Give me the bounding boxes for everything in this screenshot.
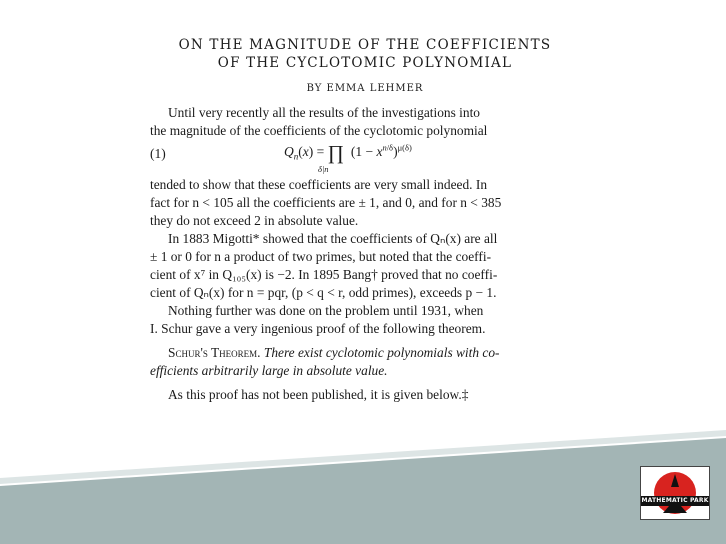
theorem-line2 [150,362,580,380]
band-fill [0,438,726,544]
paper-title-line1: ON THE MAGNITUDE OF THE COEFFICIENTS [178,37,552,53]
paragraph-3-line4: cient of Qₙ(x) for n = pqr, (p < q < r, odd primes), exceeds p − 1. [150,285,497,300]
theorem-label: Schur's Theorem. [168,345,261,360]
theorem-text-1: There exist cyclotomic polynomials with co- [263,345,500,360]
paper-author: BY EMMA LEHMER [306,83,424,94]
logo-text: MATHEMATIC PARK [641,497,709,504]
equation-product-index: δ|n [318,164,329,174]
equation-1 [150,142,580,176]
logo-emblem-icon [641,467,709,519]
theorem-line1 [150,344,580,362]
paragraph-4-line1: Nothing further was done on the problem until 1931, when [168,303,484,318]
equation-formula: $Q_n(x)$ = ∏ $(1 - x^{n/\delta})^{\mu(\delta)}$ [284,142,412,164]
closing-line: As this proof has not been published, it is given below.‡ [168,387,469,402]
paragraph-4-line2: I. Schur gave a very ingenious proof of the following theorem. [150,321,486,336]
paragraph-3-line3: cient of x⁷ in Q₁₀₅(x) is −2. In 1895 Bang† proved that no coeffi- [150,267,498,282]
paragraph-3-line1: In 1883 Migotti* showed that the coefficients of Qₙ(x) are all [168,231,498,246]
mathematic-park-logo [640,466,710,520]
paper-excerpt [150,36,580,404]
paragraph-2-line1: tended to show that these coefficients are very small indeed. In [150,177,488,192]
paragraph-2-line2: fact for n < 105 all the coefficients are ± 1, and 0, and for n < 385 [150,195,502,210]
paper-title-line2: OF THE CYCLOTOMIC POLYNOMIAL [217,55,513,71]
equation-number: (1) [150,146,166,161]
paragraph-1-line1: Until very recently all the results of the investigations into [168,105,481,120]
paragraph-1-line2: the magnitude of the coefficients of the cyclotomic polynomial [150,123,488,138]
paragraph-3-line2: ± 1 or 0 for n a product of two primes, but noted that the coeffi- [150,249,492,264]
theorem-text-2: efficients arbitrarily large in absolute value. [150,363,388,378]
paragraph-2-line3: they do not exceed 2 in absolute value. [150,213,359,228]
